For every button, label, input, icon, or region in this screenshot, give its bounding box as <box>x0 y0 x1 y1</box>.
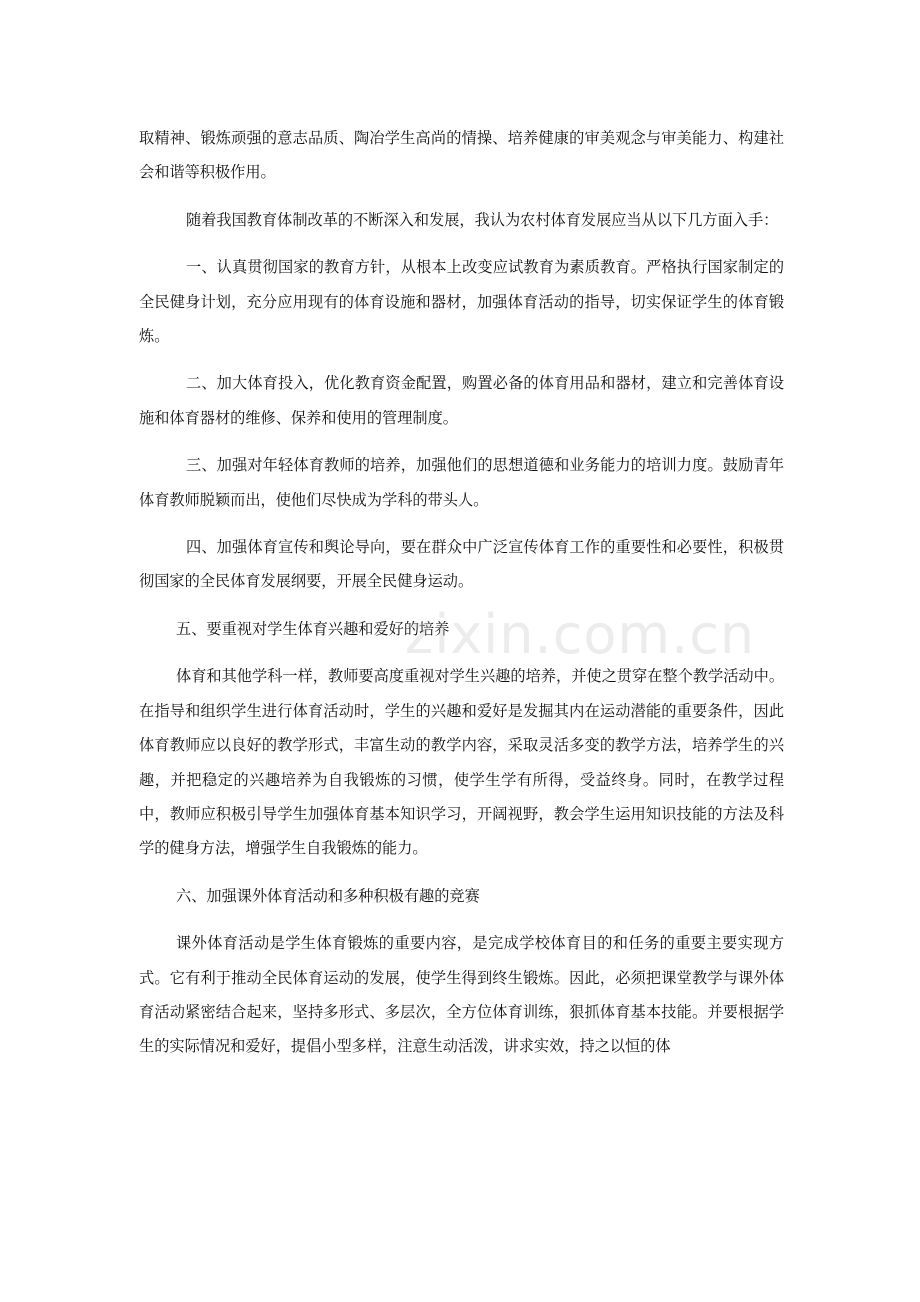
paragraph-item-1: 一、认真贯彻国家的教育方针，从根本上改变应试教育为素质教育。严格执行国家制定的全民健身计划，充分应用现有的体育设施和器材，加强体育活动的指导，切实保证学生的体育锻炼。 <box>139 258 784 346</box>
paragraph-item-3: 三、加强对年轻体育教师的培养，加强他们的思想道德和业务能力的培训力度。鼓励青年体育教师脱颖而出，使他们尽快成为学科的带头人。 <box>139 456 784 509</box>
paragraph-item-6-body: 课外体育活动是学生体育锻炼的重要内容，是完成学校体育目的和任务的重要主要实现方式。它有利于推动全民体育运动的发展，使学生得到终生锻炼。因此，必须把课堂教学与课外体育活动紧密结合起来，坚持多形式、多层次，全方位体育训练，狠抓体育基本技能。并要根据学生的实际情况和爱好，提倡小型多样，注意生动活泼，讲求实效，持之以恒的体 <box>139 934 784 1056</box>
heading-item-6: 六、加强课外体育活动和多种积极有趣的竞赛 <box>176 886 480 905</box>
paragraph-continuation: 取精神、锻炼顽强的意志品质、陶冶学生高尚的情操、培养健康的审美观念与审美能力、构建社会和谐等积极作用。 <box>139 129 784 182</box>
paragraph-intro: 随着我国教育体制改革的不断深入和发展，我认为农村体育发展应当从以下几方面入手： <box>186 210 779 229</box>
watermark-text: zixin.com.cn <box>405 603 756 666</box>
document-body <box>139 121 784 1064</box>
paragraph-item-2: 二、加大体育投入，优化教育资金配置，购置必备的体育用品和器材，建立和完善体育设施和体育器材的维修、保养和使用的管理制度。 <box>139 374 784 427</box>
paragraph-item-4: 四、加强体育宣传和舆论导向，要在群众中广泛宣传体育工作的重要性和必要性，积极贯彻国家的全民体育发展纲要，开展全民健身运动。 <box>139 538 784 591</box>
heading-item-5: 五、要重视对学生体育兴趣和爱好的培养 <box>176 619 450 638</box>
paragraph-item-5-body: 体育和其他学科一样，教师要高度重视对学生兴趣的培养，并使之贯穿在整个教学活动中。在指导和组织学生进行体育活动时，学生的兴趣和爱好是发掘其内在运动潜能的重要条件，因此体育教师应以良好的教学形式，丰富生动的教学内容，采取灵活多变的教学方法，培养学生的兴趣，并把稳定的兴趣培养为自我锻炼的习惯，使学生学有所得，受益终身。同时，在教学过程中，教师应积极引导学生加强体育基本知识学习，开阔视野，教会学生运用知识技能的方法及科学的健身方法，增强学生自我锻炼的能力。 <box>139 667 784 858</box>
